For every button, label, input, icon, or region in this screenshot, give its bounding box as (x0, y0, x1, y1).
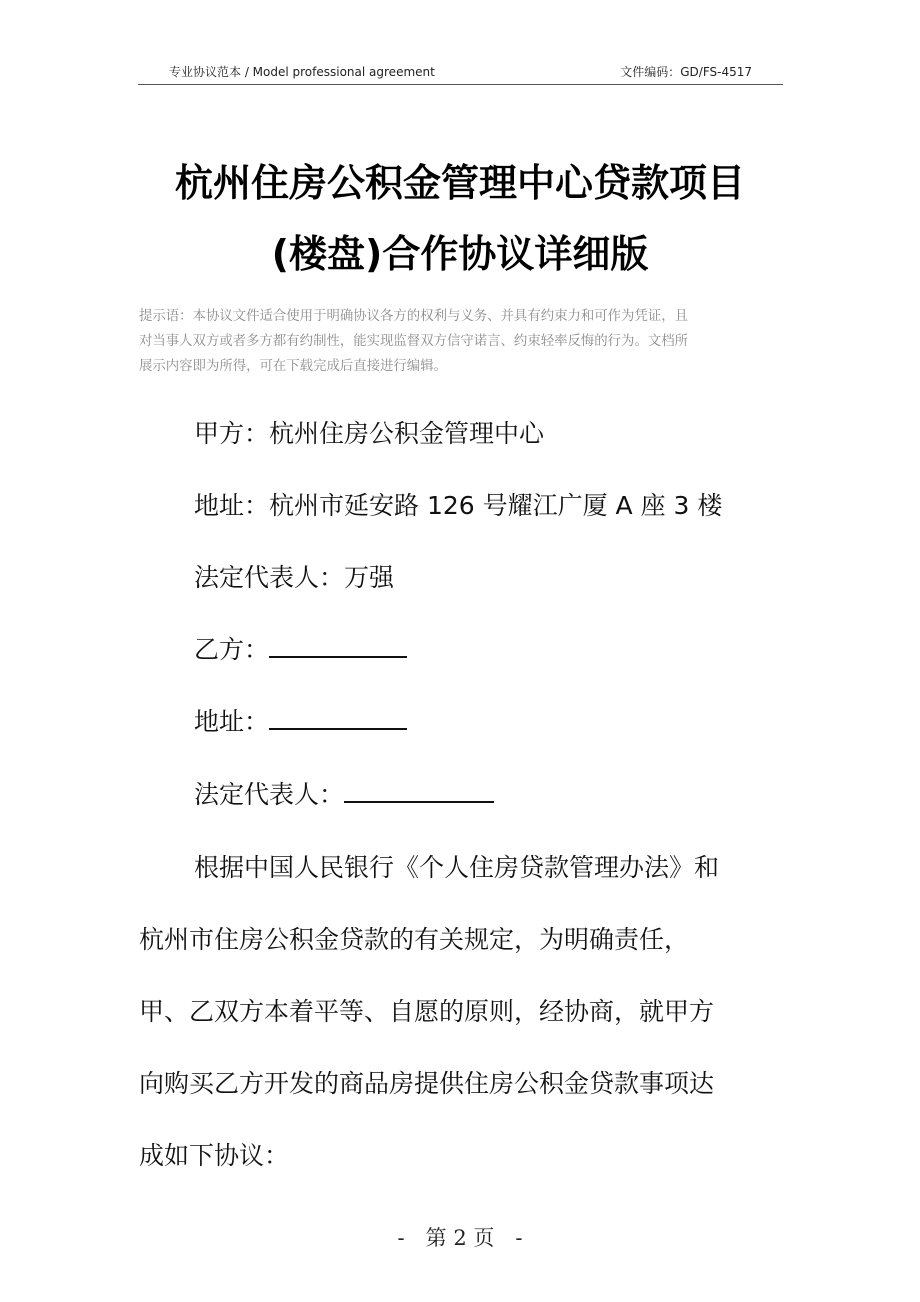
page-header (138, 58, 783, 85)
hint-line-1: 提示语：本协议文件适合使用于明确协议各方的权利与义务、并具有约束力和可作为凭证，且 (139, 309, 689, 324)
party-b-representative-blank (344, 779, 494, 803)
hint-line-2: 对当事人双方或者多方都有约制性，能实现监督双方信守诺言、约束轻率反悔的行为。文档所 (139, 334, 689, 349)
document-title-line-1: 杭州住房公积金管理中心贷款项目 (174, 161, 745, 205)
header-doc-code: 文件编码：GD/FS-4517 (620, 65, 752, 79)
party-b-name-blank (269, 634, 407, 658)
body-line-1: 根据中国人民银行《个人住房贷款管理办法》和 (194, 853, 720, 882)
page-number: - 第 2 页 - (397, 1226, 523, 1250)
body-line-2: 杭州市住房公积金贷款的有关规定，为明确责任， (139, 925, 690, 954)
party-b-representative-label: 法定代表人： (194, 780, 345, 809)
document-title-line-2: (楼盘)合作协议详细版 (271, 232, 649, 276)
body-line-5: 成如下协议： (139, 1141, 290, 1170)
party-b-address-blank (269, 706, 407, 730)
header-doc-type: 专业协议范本 / Model professional agreement (169, 65, 435, 79)
hint-paragraph (139, 304, 779, 379)
party-b-representative-row (194, 775, 494, 811)
party-b-name-label: 乙方： (194, 635, 270, 664)
party-a-representative: 法定代表人：万强 (194, 563, 395, 592)
party-b-address-row (194, 702, 407, 738)
party-a-name: 甲方：杭州住房公积金管理中心 (194, 419, 545, 448)
hint-line-3: 展示内容即为所得，可在下载完成后直接进行编辑。 (139, 359, 447, 374)
body-line-4: 向购买乙方开发的商品房提供住房公积金贷款事项达 (139, 1069, 715, 1098)
party-a-address: 地址：杭州市延安路 126 号耀江广厦 A 座 3 楼 (194, 491, 723, 520)
party-b-name-row (194, 630, 407, 666)
party-b-address-label: 地址： (194, 707, 270, 736)
body-line-3: 甲、乙双方本着平等、自愿的原则，经协商，就甲方 (139, 997, 715, 1026)
